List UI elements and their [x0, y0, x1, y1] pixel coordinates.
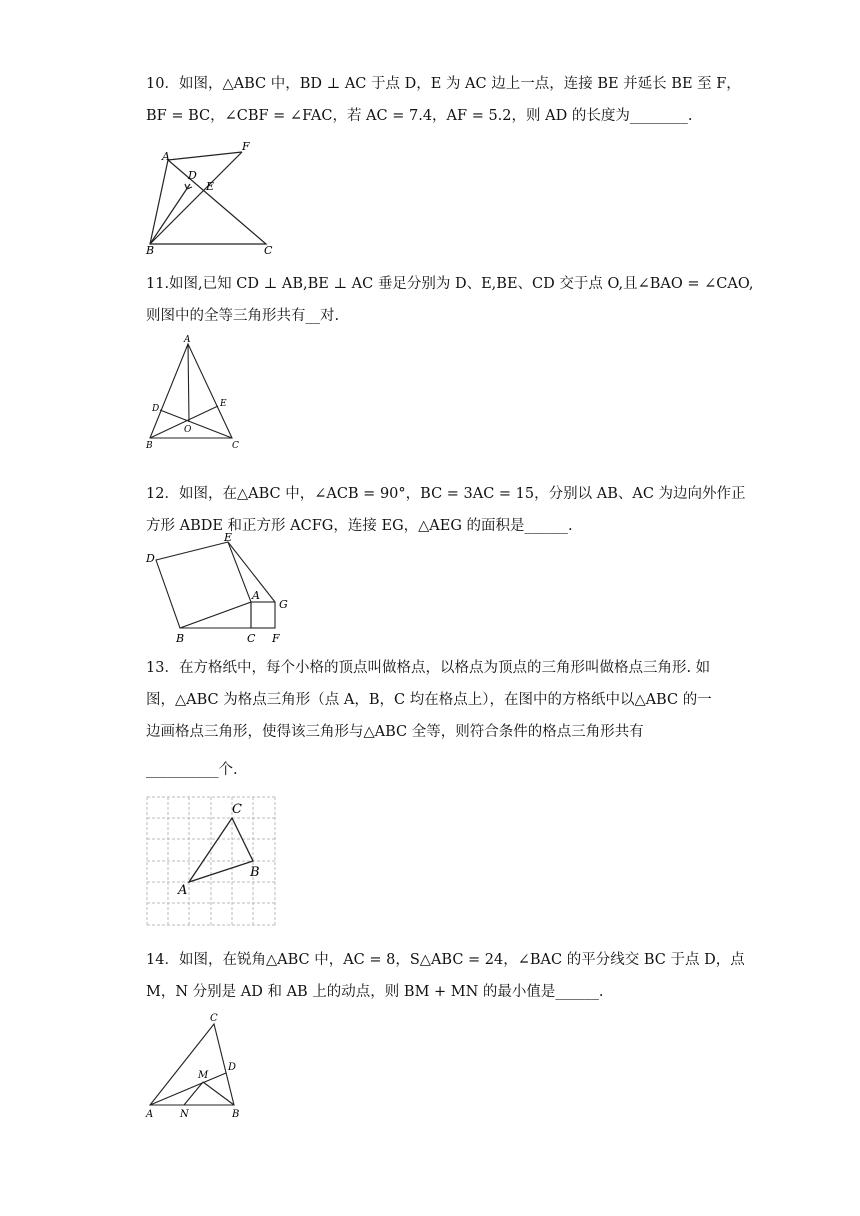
problem-13-figure [146, 796, 278, 928]
figure-label: M [198, 1070, 209, 1081]
figure-label: B [176, 632, 185, 645]
figure-label: E [206, 180, 215, 193]
problem-14-line-1: 14．如图，在锐角△ABC 中，AC = 8，S△ABC = 24，∠BAC 的平分线交 BC 于点 D，点 [146, 952, 745, 968]
problem-12-line-2: 方形 ABDE 和正方形 ACFG，连接 EG，△AEG 的面积是______. [146, 518, 573, 534]
problem-13-line-2: 图，△ABC 为格点三角形（点 A，B，C 均在格点上），在图中的方格纸中以△ABC 的一 [146, 692, 712, 708]
figure-label: B [232, 1109, 240, 1120]
problem-12-figure [146, 531, 296, 646]
figure-label: B [250, 865, 260, 880]
figure-label: A [162, 150, 170, 163]
figure-label: F [242, 140, 250, 153]
figure-label: D [146, 552, 155, 565]
figure-label: A [184, 335, 191, 345]
problem-14-figure [146, 1010, 256, 1120]
figure-label: C [264, 244, 273, 257]
problem-11-figure [146, 334, 246, 450]
figure-label: D [188, 169, 197, 182]
figure-label: D [152, 404, 160, 414]
figure-label: B [146, 244, 155, 257]
figure-label: F [272, 632, 280, 645]
problem-11-line-1: 11.如图,已知 CD ⊥ AB,BE ⊥ AC 垂足分别为 D、E,BE、CD 交于点 O,且∠BAO = ∠CAO, [146, 276, 754, 292]
problem-12-line-1: 12．如图，在△ABC 中，∠ACB = 90°，BC = 3AC = 15，分别以 AB、AC 为边向外作正 [146, 486, 746, 502]
problem-10-line-2: BF = BC，∠CBF = ∠FAC，若 AC = 7.4，AF = 5.2，则 AD 的长度为________. [146, 108, 693, 124]
figure-label: G [279, 598, 288, 611]
figure-label: C [247, 632, 256, 645]
problem-13-line-3: 边画格点三角形，使得该三角形与△ABC 全等，则符合条件的格点三角形共有 [146, 724, 644, 740]
figure-label: C [210, 1013, 218, 1024]
figure-label: D [228, 1062, 237, 1073]
figure-label: E [224, 531, 233, 544]
problem-14-line-2: M，N 分别是 AD 和 AB 上的动点，则 BM + MN 的最小值是______. [146, 984, 604, 1000]
figure-label: O [184, 425, 192, 435]
figure-label: A [146, 1109, 154, 1120]
figure-label: A [178, 883, 188, 898]
problem-10-line-1: 10．如图，△ABC 中，BD ⊥ AC 于点 D，E 为 AC 边上一点，连接 BE 并延长 BE 至 F， [146, 76, 741, 92]
problem-10-figure [146, 138, 286, 257]
figure-label: C [232, 802, 242, 817]
problem-13-line-1: 13．在方格纸中，每个小格的顶点叫做格点，以格点为顶点的三角形叫做格点三角形. 如 [146, 660, 711, 676]
figure-label: N [180, 1109, 189, 1120]
figure-label: E [220, 399, 227, 409]
figure-label: B [146, 441, 153, 451]
problem-13-line-4: __________个. [146, 762, 238, 778]
problem-11-line-2: 则图中的全等三角形共有__对. [146, 308, 340, 324]
figure-label: A [252, 589, 260, 602]
figure-label: C [232, 441, 239, 451]
